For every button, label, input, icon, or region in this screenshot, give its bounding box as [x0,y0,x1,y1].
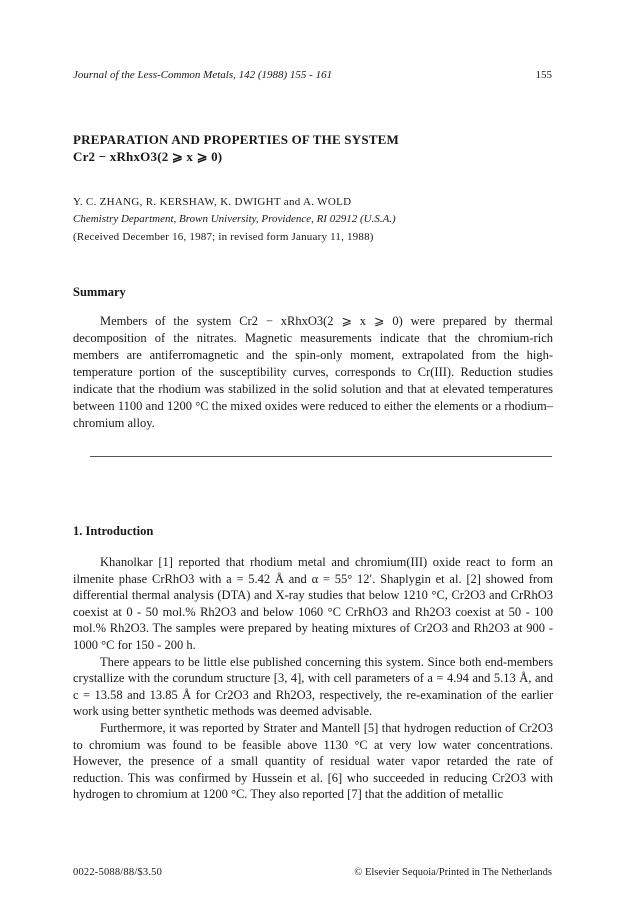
summary-heading: Summary [73,285,126,299]
introduction-paragraph: Khanolkar [1] reported that rhodium metal and chromium(III) oxide react to form an ilmenite phase CrRhO3 with a = 5.42 Å and α = 55° 12′. Shaplygin et al. [2] showed from differential thermal analysis (DTA) and X-ray studies that below 1210 °C, Cr2O3 and CrRhO3 coexist at 0 - 50 mol.% Rh2O3 and below 1060 °C CrRhO3 and Rh2O3 coexist at 50 - 100 mol.% Rh2O3. The samples were prepared by heating mixtures of Cr2O3 and Rh2O3 at 900 - 1000 °C for 150 - 200 h. [73,555,553,652]
summary-text [73,313,553,432]
title-line: PREPARATION AND PROPERTIES OF THE SYSTEM [73,132,399,147]
article-title [73,131,553,165]
affiliation: Chemistry Department, Brown University, Providence, RI 02912 (U.S.A.) [73,213,396,225]
introduction-body [73,554,553,803]
author-list: Y. C. ZHANG, R. KERSHAW, K. DWIGHT and A. WOLD [73,196,352,208]
received-dates: (Received December 16, 1987; in revised form January 11, 1988) [73,231,374,243]
article-code: 0022-5088/88/$3.50 [73,867,163,878]
title-formula: Cr2 − xRhxO3(2 ⩾ x ⩾ 0) [73,149,223,164]
summary-paragraph: Members of the system Cr2 − xRhxO3(2 ⩾ x ⩾ 0) were prepared by thermal decomposition of the nitrates. Magnetic measurements indicate that the chromium-rich members are antiferromagnetic and the spin-only moment, extrapolated from the high-temperature portion of the susceptibility curves, corresponds to Cr(III). Reduction studies indicate that the rhodium was stabilized in the solid solution and that at elevated temperatures between 1100 and 1200 °C the mixed oxides were reduced to either the elements or a rhodium–chromium alloy. [73,314,553,430]
page-number: 155 [535,69,552,81]
introduction-paragraph: There appears to be little else published concerning this system. Since both end-members crystallize with the corundum structure [3, 4], with cell parameters of a = 4.94 and 5.13 Å, and c = 13.58 and 13.85 Å for Cr2O3 and Rh2O3, respectively, the re-examination of the earlier work using better synthetic methods was deemed advisable. [73,654,553,719]
copyright-line: © Elsevier Sequoia/Printed in The Netherlands [354,867,552,878]
introduction-paragraph: Furthermore, it was reported by Strater and Mantell [5] that hydrogen reduction of Cr2O3 to chromium was found to be feasible above 1130 °C at very low water concentrations. However, the presence of a small quantity of residual water vapor retarded the rate of reduction. This was confirmed by Hussein et al. [6] who succeeded in reducing Cr2O3 with hydrogen to chromium at 1200 °C. They also reported [7] that the addition of metallic [73,720,553,802]
section-divider [90,456,552,457]
introduction-heading: 1. Introduction [73,524,154,538]
journal-citation: Journal of the Less-Common Metals, 142 (1988) 155 - 161 [73,69,333,81]
